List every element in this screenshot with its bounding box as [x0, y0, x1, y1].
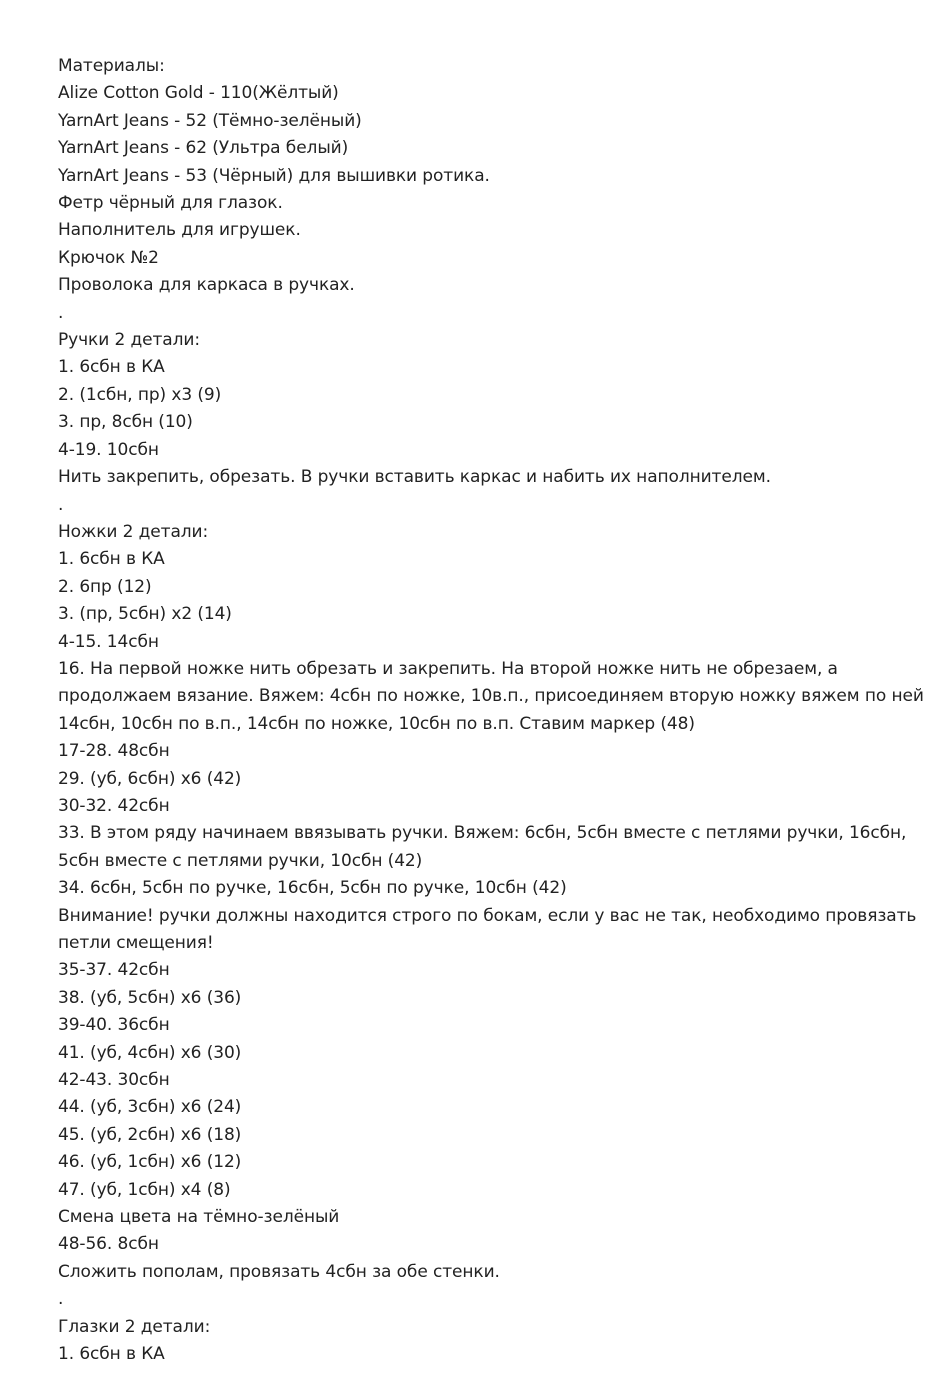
text-line: 48-56. 8сбн: [58, 1234, 159, 1255]
text-line: YarnArt Jeans - 62 (Ультра белый): [58, 138, 349, 159]
text-line: .: [58, 1289, 64, 1310]
text-line: 38. (уб, 5сбн) х6 (36): [58, 987, 242, 1008]
text-line: 35-37. 42сбн: [58, 960, 170, 981]
text-line: 2. (1сбн, пр) х3 (9): [58, 384, 222, 405]
text-line: 4-19. 10сбн: [58, 439, 159, 460]
text-line: 33. В этом ряду начинаем ввязывать ручки. Вяжем: 6сбн, 5сбн вместе с петлями ручки, 16сбн,: [58, 823, 907, 844]
text-line: Alize Cotton Gold - 110(Жёлтый): [58, 83, 339, 104]
text-line: Смена цвета на тёмно-зелёный: [58, 1207, 340, 1228]
text-line: Материалы:: [58, 56, 165, 76]
text-line: 1. 6сбн в КА: [58, 549, 165, 570]
text-line: 2. 6пр (12): [58, 576, 152, 597]
text-line: 3. (пр, 5сбн) х2 (14): [58, 604, 232, 625]
text-line: YarnArt Jeans - 53 (Чёрный) для вышивки ротика.: [58, 165, 490, 186]
text-line: 1. 6сбн в КА: [58, 357, 165, 378]
text-line: 16. На первой ножке нить обрезать и закрепить. На второй ножке нить не обрезаем, а: [58, 658, 838, 679]
text-line: Внимание! ручки должны находится строго по бокам, если у вас не так, необходимо провязать: [58, 905, 917, 926]
text-line: 30-32. 42сбн: [58, 795, 170, 816]
text-line: 41. (уб, 4сбн) х6 (30): [58, 1042, 242, 1063]
text-line: Наполнитель для игрушек.: [58, 220, 301, 241]
text-line: 46. (уб, 1сбн) х6 (12): [58, 1152, 242, 1173]
text-line: 44. (уб, 3сбн) х6 (24): [58, 1097, 242, 1118]
text-line: 5сбн вместе с петлями ручки, 10сбн (42): [58, 850, 423, 871]
text-line: .: [58, 302, 64, 323]
text-line: 29. (уб, 6сбн) х6 (42): [58, 768, 242, 789]
text-line: 3. пр, 8сбн (10): [58, 412, 193, 433]
text-line: 14сбн, 10сбн по в.п., 14сбн по ножке, 10сбн по в.п. Ставим маркер (48): [58, 713, 695, 734]
pattern-text: [58, 53, 924, 1369]
text-line: Сложить пополам, провязать 4сбн за обе стенки.: [58, 1261, 500, 1282]
text-line: 4-15. 14сбн: [58, 631, 159, 652]
text-line: Крючок №2: [58, 247, 159, 268]
text-line: Ножки 2 детали:: [58, 521, 209, 542]
text-line: Глазки 2 детали:: [58, 1316, 211, 1337]
text-line: петли смещения!: [58, 933, 214, 953]
text-line: 45. (уб, 2сбн) х6 (18): [58, 1124, 242, 1145]
text-line: Нить закрепить, обрезать. В ручки вставить каркас и набить их наполнителем.: [58, 467, 771, 488]
text-line: 39-40. 36сбн: [58, 1015, 170, 1036]
text-line: 17-28. 48сбн: [58, 741, 170, 762]
text-line: Ручки 2 детали:: [58, 330, 200, 351]
text-line: 47. (уб, 1сбн) х4 (8): [58, 1179, 231, 1200]
text-line: 34. 6сбн, 5сбн по ручке, 16сбн, 5сбн по ручке, 10сбн (42): [58, 878, 567, 899]
text-line: Фетр чёрный для глазок.: [58, 193, 283, 214]
text-line: 1. 6сбн в КА: [58, 1344, 165, 1365]
text-line: продолжаем вязание. Вяжем: 4сбн по ножке, 10в.п., присоединяем вторую ножку вяжем по ней: [58, 686, 924, 707]
text-line: YarnArt Jeans - 52 (Тёмно-зелёный): [58, 110, 362, 131]
text-line: Проволока для каркаса в ручках.: [58, 275, 355, 296]
text-line: .: [58, 494, 64, 515]
text-line: 42-43. 30сбн: [58, 1070, 170, 1091]
